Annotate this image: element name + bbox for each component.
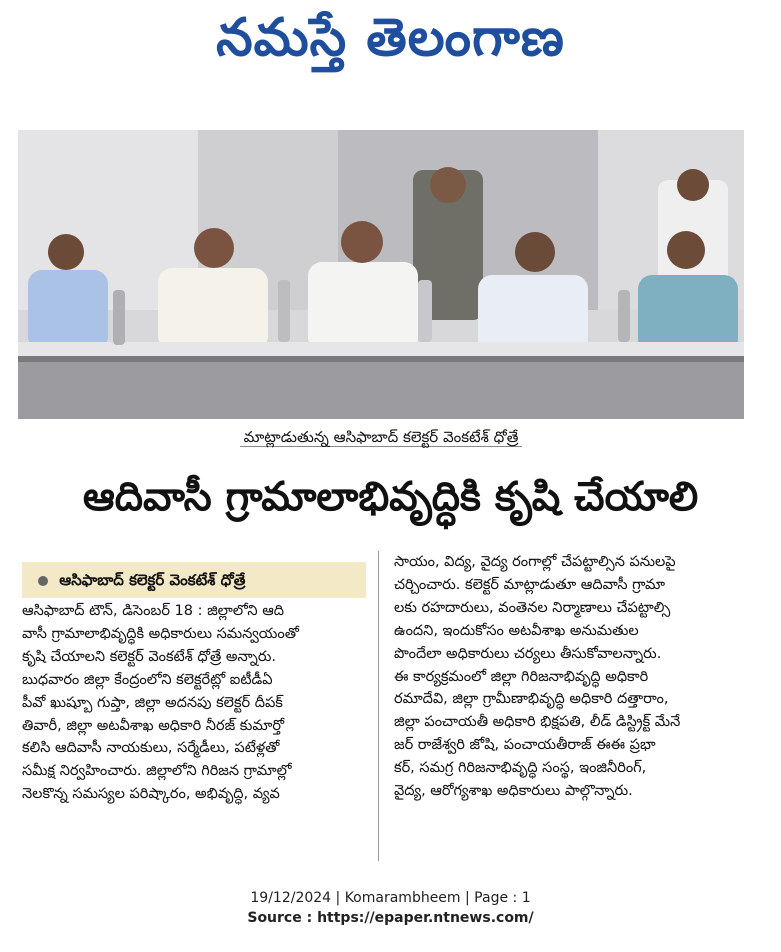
- paragraph-line: లకు రహదారులు, వంతెనల నిర్మాణాలు చేపట్టాల్సి: [394, 599, 671, 616]
- paragraph-line: ఉందని, ఇందుకోసం అటవీశాఖ అనుమతుల: [394, 622, 639, 639]
- article-left-column: [22, 600, 364, 806]
- page-footer: [0, 888, 781, 928]
- paragraph-line: బుధవారం జిల్లా కేంద్రంలోని కలెక్టరేట్లో ఐటీడీఏ: [22, 671, 273, 688]
- photo-caption-text: మాట్లాడుతున్న ఆసిఫాబాద్ కలెక్టర్ వెంకటేశ్ ధోత్రే: [240, 428, 523, 447]
- paragraph-line: పీవో ఖుష్బూ గుప్తా, జిల్లా అదనపు కలెక్టర్ దీపక్: [22, 694, 283, 711]
- masthead-title: నమస్తే తెలంగాణ: [216, 8, 565, 68]
- headline: ఆదివాసీ గ్రామాలాభివృద్ధికి కృషి చేయాలి: [82, 474, 699, 520]
- paragraph-line: పొందేలా అధికారులు చర్యలు తీసుకోవాలన్నారు.: [394, 645, 662, 662]
- paragraph-line: ఈ కార్యక్రమంలో జిల్లా గిరిజనాభివృద్ధి అధికారి: [394, 668, 649, 685]
- paragraph-line: చర్చించారు. కలెక్టర్ మాట్లాడుతూ ఆదివాసీ గ్రామా: [394, 576, 666, 593]
- column-divider: [378, 551, 379, 861]
- byline-text: ఆసిఫాబాద్ కలెక్టర్ వెంకటేశ్ ధోత్రే: [59, 571, 246, 589]
- paragraph-line: సాయం, విద్య, వైద్య రంగాల్లో చేపట్టాల్సిన పనులపై: [394, 554, 676, 570]
- article-right-column: [394, 551, 740, 803]
- paragraph-line: రమాదేవి, జిల్లా గ్రామీణాభివృద్ధి అధికారి దత్తారాం,: [394, 691, 669, 708]
- footer-source: Source : https://epaper.ntnews.com/: [247, 910, 534, 926]
- bullet-icon: [38, 576, 48, 586]
- paragraph-line: జిల్లా పంచాయతీ అధికారి భిక్షపతి, లీడ్ డిస్ట్రిక్ట్ మేనే: [394, 714, 681, 731]
- masthead: [0, 0, 781, 80]
- photo-caption: [18, 424, 744, 450]
- paragraph-line: ఆసిఫాబాద్ టౌన్, డిసెంబర్ 18 : జిల్లాలోని ఆది: [22, 603, 285, 619]
- paragraph-line: వైద్య, ఆరోగ్యశాఖ అధికారులు పాల్గొన్నారు.: [394, 783, 633, 800]
- paragraph-line: వాసీ గ్రామాలాభివృద్ధికి అధికారులు సమన్వయంతో: [22, 625, 299, 642]
- paragraph-line: కలిసి ఆదివాసీ నాయకులు, సర్మేడీలు, పటేళ్లతో: [22, 740, 280, 757]
- paragraph-line: కృషి చేయాలని కలెక్టర్ వెంకటేశ్ ధోత్రే అన్నారు.: [22, 648, 277, 665]
- paragraph-line: నెలకొన్న సమస్యల పరిష్కారం, అభివృద్ధి, వ్యవ: [22, 786, 280, 803]
- paragraph-line: సమీక్ష నిర్వహించారు. జిల్లాలోని గిరిజన గ్రామాల్లో: [22, 763, 292, 780]
- meeting-photo: [18, 130, 744, 419]
- footer-date-edition: 19/12/2024 | Komarambheem | Page : 1: [250, 890, 531, 906]
- paragraph-line: కర్, సమగ్ర గిరిజనాభివృద్ధి సంస్థ, ఇంజినీరింగ్,: [394, 760, 647, 777]
- byline: [22, 562, 366, 598]
- paragraph-line: జర్ రాజేశ్వరి జోషి, పంచాయతీరాజ్ ఈఈ ప్రభా: [394, 737, 656, 754]
- paragraph-line: తివారీ, జిల్లా అటవీశాఖ అధికారి నీరజ్ కుమార్తో: [22, 717, 285, 734]
